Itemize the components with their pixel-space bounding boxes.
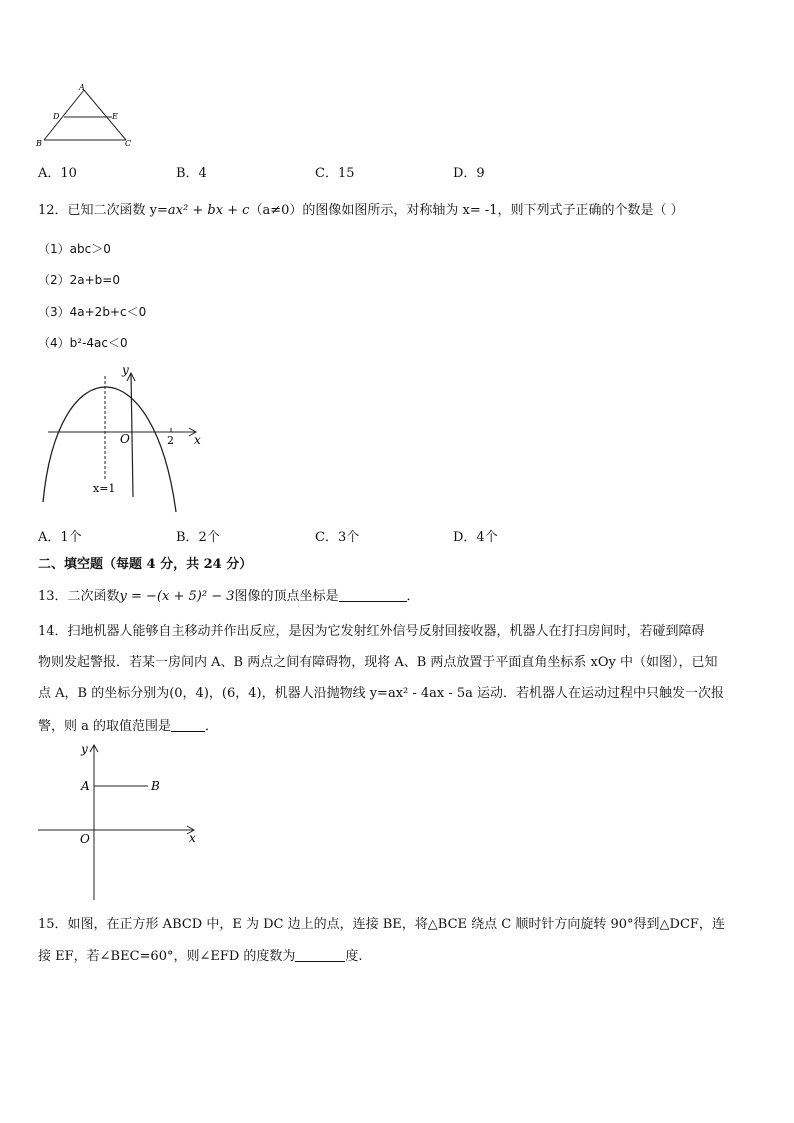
- q11-option-a: A．10: [38, 166, 77, 181]
- q14-line-3: 点 A，B 的坐标分别为(0，4)，(6，4)，机器人沿抛物线 y=ax² - 4ax - 5a 运动．若机器人在运动过程中只触发一次报: [38, 686, 725, 701]
- q12-option-c: C．3个: [315, 530, 360, 545]
- q14-line-4-start: 警，则 a 的取值范围是: [38, 719, 172, 734]
- q12-item-3: （3）4a+2b+c＜0: [38, 305, 147, 319]
- symmetry-axis-label: x=1: [93, 482, 116, 495]
- label-e: E: [112, 112, 118, 121]
- label-d: D: [53, 112, 60, 121]
- q14-line-1: 14．扫地机器人能够自主移动并作出反应，是因为它发射红外信号反射回接收器，机器人在打扫房间时，若碰到障碍: [38, 624, 705, 639]
- q14-line-4-end: ．: [205, 719, 219, 734]
- q11-option-b: B．4: [176, 166, 207, 181]
- triangle-figure: [36, 84, 136, 150]
- q13-answer-blank[interactable]: [339, 589, 407, 602]
- q12-stem-end: （a≠0）的图像如图所示，对称轴为 x= -1，则下列式子正确的个数是（ ）: [249, 203, 684, 218]
- origin-label: O: [80, 832, 90, 846]
- q14-line-2: 物则发起警报．若某一房间内 A、B 两点之间有障碍物，现将 A、B 两点放置于平面直角坐标系 xOy 中（如图），已知: [38, 655, 718, 670]
- q12-option-b: B．2个: [176, 530, 220, 545]
- q15-line-2: [38, 949, 363, 963]
- q12-item-2: （2）2a+b=0: [38, 273, 120, 287]
- point-b-label: B: [151, 779, 160, 793]
- q13-text: [38, 589, 420, 603]
- y-axis-label: y: [81, 742, 88, 756]
- q12-parabola-figure: [36, 362, 216, 514]
- q12-option-d: D．4个: [453, 530, 498, 545]
- y-axis-label: y: [122, 363, 129, 377]
- q12-stem: [38, 204, 684, 217]
- q14-line-4: [38, 719, 218, 733]
- q11-option-d: D．9: [453, 166, 485, 181]
- q15-line-1: 15．如图，在正方形 ABCD 中，E 为 DC 边上的点，连接 BE，将△BCE 绕点 C 顺时针方向旋转 90°得到△DCF，连: [38, 917, 725, 932]
- q14-coordinate-figure: [36, 740, 206, 902]
- x-axis-label: x: [194, 433, 201, 447]
- q12-stem-formula: ax² + bx + c: [167, 203, 250, 218]
- label-b: B: [36, 139, 42, 148]
- y-axis: [131, 373, 133, 497]
- section-title: 二、填空题（每题 4 分，共 24 分）: [38, 557, 253, 572]
- origin-label: O: [120, 432, 130, 446]
- q12-item-1: （1）abc＞0: [38, 242, 111, 256]
- triangle-side-ac: [84, 90, 126, 140]
- q13-middle: 图像的顶点坐标是: [234, 589, 339, 604]
- q15-answer-blank[interactable]: [295, 949, 345, 962]
- q14-answer-blank[interactable]: [171, 719, 205, 732]
- triangle-side-ab: [44, 90, 84, 140]
- label-a: A: [79, 84, 85, 92]
- q15-line-2-end: 度.: [345, 949, 363, 964]
- x-axis-label: x: [189, 831, 196, 845]
- q12-option-a: A．1个: [38, 530, 82, 545]
- q12-item-4: （4）b²-4ac＜0: [38, 336, 128, 350]
- q13-end: ．: [406, 589, 420, 604]
- label-c: C: [125, 139, 132, 148]
- q15-line-2-start: 接 EF，若∠BEC=60°，则∠EFD 的度数为: [38, 949, 296, 964]
- q13-formula: y = −(x + 5)² − 3: [119, 589, 235, 604]
- point-a-label: A: [81, 779, 90, 793]
- q13-start: 13．二次函数: [38, 589, 120, 604]
- q12-stem-start: 12．已知二次函数 y=: [38, 203, 168, 218]
- q11-option-c: C．15: [315, 166, 355, 181]
- tick-label-2: 2: [167, 434, 174, 447]
